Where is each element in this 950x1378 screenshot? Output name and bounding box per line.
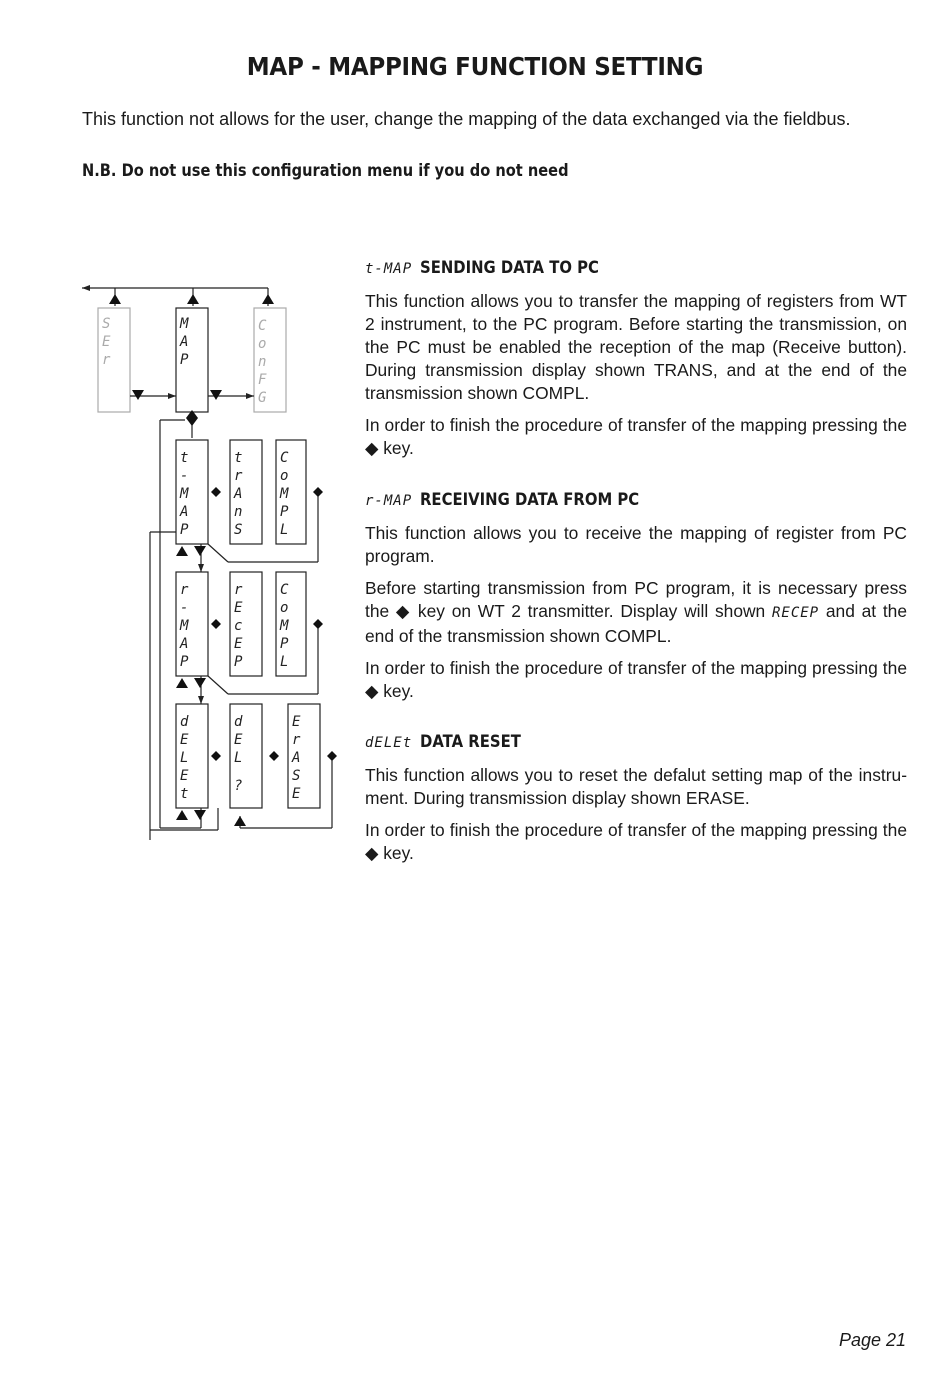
svg-text:M: M xyxy=(180,486,189,502)
svg-text:S: S xyxy=(234,522,243,538)
svg-text:L: L xyxy=(180,750,189,766)
section-receiving xyxy=(365,488,907,703)
svg-text:?: ? xyxy=(234,778,243,794)
svg-text:A: A xyxy=(292,750,301,766)
svg-text:E: E xyxy=(234,636,243,652)
key-diamond-icon: ◆ xyxy=(365,843,379,863)
svg-text:E: E xyxy=(292,714,301,730)
paragraph: This function allows you to reset the defalut setting map of the instru-ment. During transmission display shown ERASE. xyxy=(365,765,907,808)
svg-text:A: A xyxy=(180,636,189,652)
segment-char: A xyxy=(180,334,189,350)
svg-text:P: P xyxy=(180,654,189,670)
svg-text:E: E xyxy=(292,786,301,802)
svg-text:t: t xyxy=(180,450,189,466)
svg-text:d: d xyxy=(180,714,189,730)
svg-text:E: E xyxy=(180,768,189,784)
section-heading xyxy=(365,730,907,755)
display-code: r-MAP xyxy=(365,493,413,509)
section-heading xyxy=(365,488,907,513)
display-code: RECEP xyxy=(771,605,820,621)
paragraph: In order to finish the procedure of transfer of the mapping pressing the ◆ key. xyxy=(365,820,907,863)
svg-text:E: E xyxy=(234,732,243,748)
svg-text:E: E xyxy=(234,600,243,616)
heading-text: RECEIVING DATA FROM PC xyxy=(420,490,640,509)
svg-text:P: P xyxy=(280,636,289,652)
svg-text:P: P xyxy=(280,504,289,520)
svg-text:r: r xyxy=(234,468,243,484)
svg-text:A: A xyxy=(180,504,189,520)
segment-char: C xyxy=(258,318,267,334)
svg-text:r: r xyxy=(292,732,301,748)
svg-text:S: S xyxy=(292,768,301,784)
svg-text:L: L xyxy=(280,654,289,670)
paragraph: Before starting transmission from PC program, it is necessary press the ◆ key on WT 2 transmitter. Display will shown RECEP and at the end of the transmission shown COMPL. xyxy=(365,578,907,646)
svg-text:L: L xyxy=(280,522,289,538)
segment-char: n xyxy=(258,354,267,370)
section-sending xyxy=(365,256,907,460)
section-heading xyxy=(365,256,907,281)
svg-text:A: A xyxy=(234,486,243,502)
page-title: MAP - MAPPING FUNCTION SETTING xyxy=(246,52,704,81)
segment-char: F xyxy=(258,372,267,388)
display-code: dELEt xyxy=(365,735,413,751)
key-diamond-icon: ◆ xyxy=(395,601,412,621)
segment-char: P xyxy=(180,352,189,368)
segment-char: o xyxy=(258,336,267,352)
paragraph: This function allows you to transfer the mapping of registers from WT 2 instrument, to the PC program. Before starting the transmission, on the PC must be enabled the reception of the map (Receive button). During transmission display shown TRANS, and at the end of the transmission shown COMPL. xyxy=(365,291,907,403)
svg-text:-: - xyxy=(180,600,189,616)
svg-text:C: C xyxy=(280,582,289,598)
svg-text:C: C xyxy=(280,450,289,466)
svg-text:t: t xyxy=(180,786,189,802)
intro-text: This function not allows for the user, change the mapping of the data exchanged via the fieldbus. xyxy=(82,109,851,129)
display-code: t-MAP xyxy=(365,261,413,277)
svg-text:M: M xyxy=(280,618,289,634)
key-diamond-icon: ◆ xyxy=(365,681,379,701)
segment-char: S xyxy=(102,316,111,332)
svg-text:E: E xyxy=(180,732,189,748)
svg-text:P: P xyxy=(234,654,243,670)
svg-text:M: M xyxy=(280,486,289,502)
svg-text:M: M xyxy=(180,618,189,634)
heading-text: SENDING DATA TO PC xyxy=(420,258,600,277)
svg-text:r: r xyxy=(180,582,189,598)
svg-text:o: o xyxy=(280,468,289,484)
segment-char: r xyxy=(102,352,111,368)
page-number: Page 21 xyxy=(838,1330,906,1350)
paragraph: In order to finish the procedure of transfer of the mapping pressing the ◆ key. xyxy=(365,658,907,701)
svg-text:d: d xyxy=(234,714,243,730)
segment-char: G xyxy=(258,390,267,406)
paragraph: This function allows you to receive the mapping of register from PC program. xyxy=(365,523,907,566)
svg-text:-: - xyxy=(180,468,189,484)
svg-text:c: c xyxy=(234,618,243,634)
segment-char: E xyxy=(102,334,111,350)
svg-text:r: r xyxy=(234,582,243,598)
svg-text:t: t xyxy=(234,450,243,466)
warning-note: N.B. Do not use this configuration menu if you do not need xyxy=(82,161,569,181)
key-diamond-icon: ◆ xyxy=(365,438,379,458)
menu-flow-diagram xyxy=(70,280,345,840)
svg-text:L: L xyxy=(234,750,243,766)
section-reset xyxy=(365,730,907,865)
svg-text:o: o xyxy=(280,600,289,616)
heading-text: DATA RESET xyxy=(420,732,522,751)
svg-text:n: n xyxy=(234,504,243,520)
segment-char: M xyxy=(180,316,189,332)
paragraph: In order to finish the procedure of transfer of the mapping pressing the ◆ key. xyxy=(365,415,907,458)
svg-text:P: P xyxy=(180,522,189,538)
